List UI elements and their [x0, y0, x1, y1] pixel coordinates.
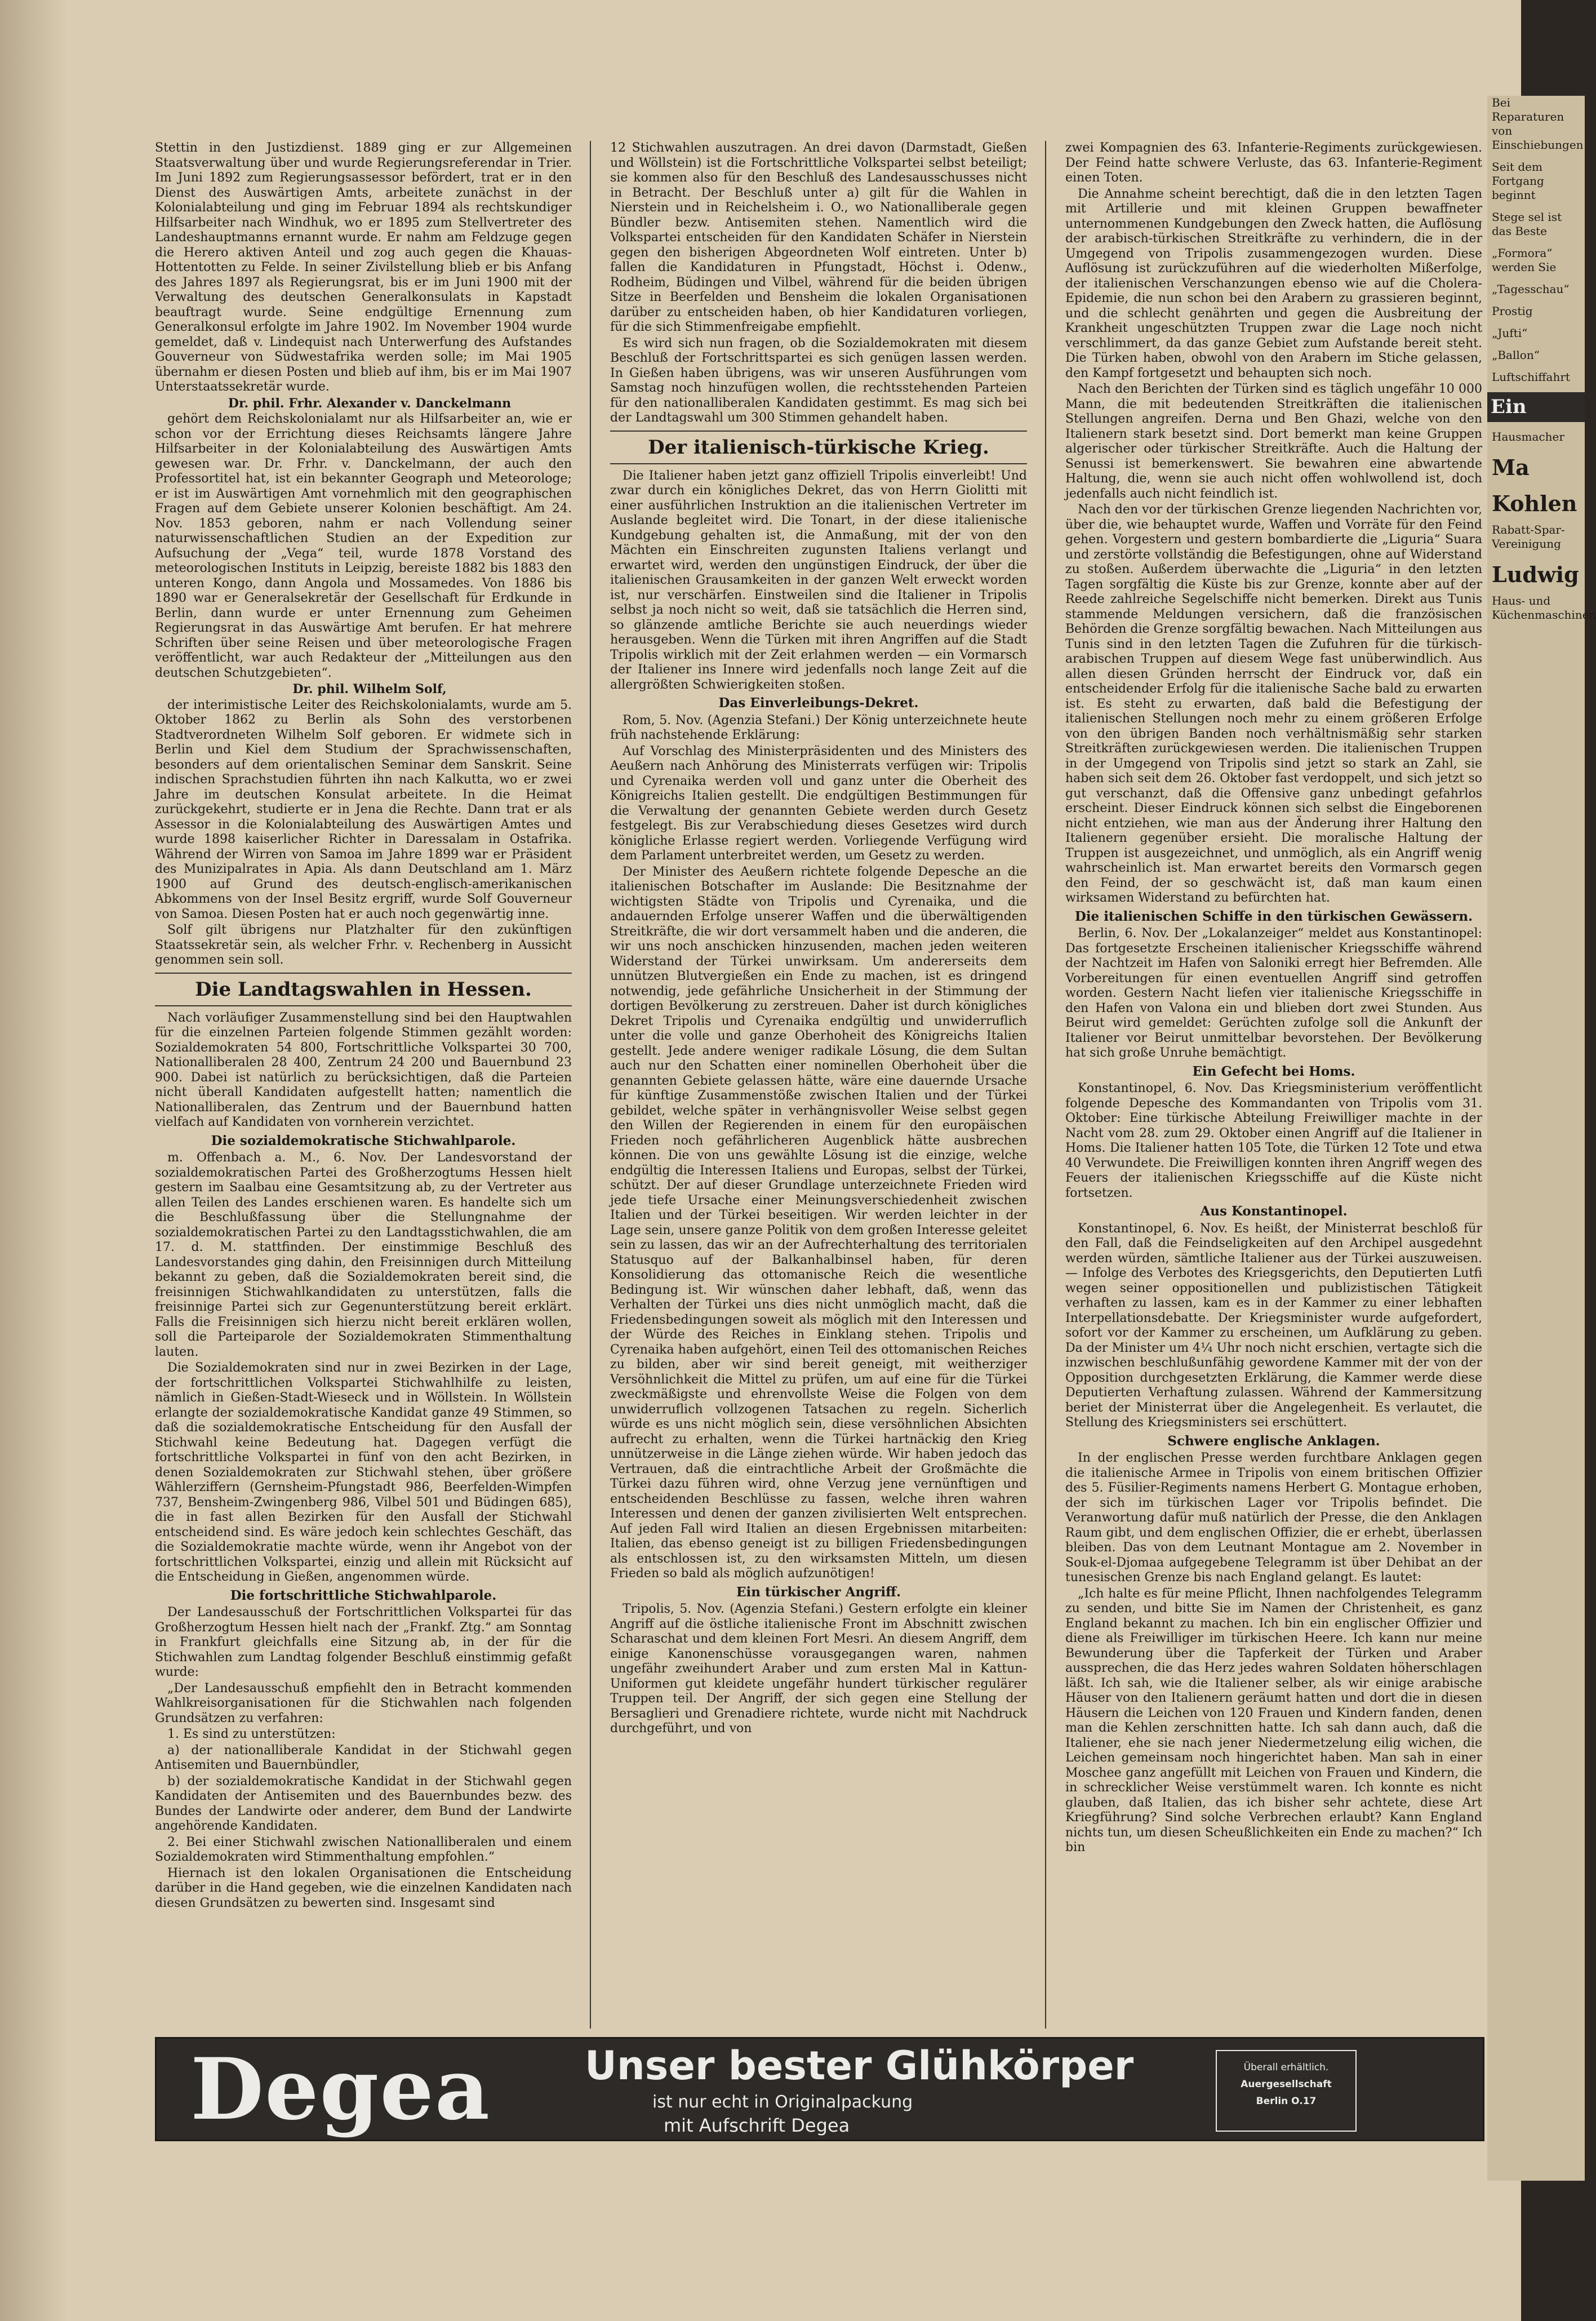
article-subheading: Die italienischen Schiffe in den türkischen Gewässern. [1074, 908, 1473, 924]
article-paragraph: a) der nationalliberale Kandidat in der Stichwahl gegen Antisemiten und Bauernbündler, [155, 1743, 572, 1772]
article-paragraph: b) der sozialdemokratische Kandidat in der Stichwahl gegen Kandidaten der Antisemiten und des Bauernbundes bezw. des Bundes der Landwirte oder anderer, dem Bund der Landwirte angehörende Kandidaten. [155, 1774, 572, 1833]
side-text: Prostig [1492, 304, 1533, 318]
article-paragraph: Hiernach ist den lokalen Organisationen die Entscheidung darüber in die Hand gegeben, wie die einzelnen Kandidaten nach diesen Grundsätzen zu bewerten sind. Insgesamt sind [155, 1866, 572, 1910]
article-paragraph: zwei Kompagnien des 63. Infanterie-Regiments zurückgewiesen. Der Feind hatte schwere Verluste, das 63. Infanterie-Regiment einen Toten. [1065, 141, 1482, 185]
article-paragraph: Nach den Berichten der Türken sind es täglich ungefähr 10 000 Mann, die mit bedeutenden Streitkräften die italienischen Stellungen angreifen. Derna und Ben Ghazi, welche von den Italienern stark besetzt sind. Dort bemerkt man keine Gruppen algerischer oder türkischer Streitkräfte. Auch die Haltung der Senussi ist bemerkenswert. Sie bewahren eine abwartende Haltung, die, wenn sie auch nicht offen wohlwollend ist, doch jedenfalls auch nicht feindlich ist. [1065, 382, 1482, 501]
ad-slogan: Unser bester Glühkörper [585, 2043, 1134, 2089]
column-rule [590, 141, 591, 2029]
side-text: Stege sel ist das Beste [1492, 210, 1562, 238]
ad-box-line: Auergesellschaft [1241, 2079, 1332, 2090]
article-paragraph: Konstantinopel, 6. Nov. Es heißt, der Ministerrat beschloß für den Fall, daß die Feindseligkeiten auf den Archipel ausgedehnt werden würden, sämtliche Italiener aus der Türkei auszuweisen. — Infolge des Verbotes des Kriegsgerichts, den Deputierten Lutfi wegen seiner oppositionellen und publizistischen Tätigkeit verhaften zu lassen, kam es in der Kammer zu einer lebhaften Interpellationsdebatte. Der Kriegsminister wurde aufgefordert, sofort vor der Kammer zu erscheinen, um Aufklärung zu geben. Da der Minister um 4¼ Uhr noch nicht erschien, vertagte sich die inzwischen beschlußunfähig gewordene Kammer mit der von der Opposition durchgesetzten Erklärung, die Kammer werde diese Deputierten Verhaftung zulassen. Während der Kammersitzung beriet der Ministerrat über die Angelegenheit. Es verlautet, die Stellung des Kriegsministers sei erschüttert. [1065, 1221, 1482, 1430]
article-paragraph: Die Italiener haben jetzt ganz offiziell Tripolis einverleibt! Und zwar durch ein königliches Dekret, das von Herrn Giolitti mit einer ausführlichen Instruktion an die italienischen Vertreter im Auslande begleitet wird. Die Tonart, in der diese italienische Kundgebung gehalten ist, die Anmaßung, mit der von den Mächten ein Einschreiten zugunsten Italiens verlangt und erwartet wird, werden den ungünstigen Eindruck, der über die italienischen Grausamkeiten in der ganzen Welt erweckt worden ist, nur verschärfen. Einstweilen sind die Italiener in Tripolis selbst ja noch nicht so weit, daß sie tatsächlich die Herren sind, so glänzende amtliche Berichte sie auch neuerdings wieder herausgeben. Wenn die Türken mit ihren Angriffen auf die Stadt Tripolis wirklich mit der Zeit erlahmen werden — ein Vormarsch der Italiener ins Innere wird jedenfalls noch lange Zeit auf die allergrößten Schwierigkeiten stoßen. [610, 468, 1027, 692]
side-text: Rabatt-Spar-Vereinigung [1492, 523, 1565, 551]
article-subheading: Die fortschrittliche Stichwahlparole. [230, 1587, 497, 1603]
article-paragraph: Rom, 5. Nov. (Agenzia Stefani.) Der König unterzeichnete heute früh nachstehende Erklärung: [610, 713, 1027, 742]
section-divider [155, 973, 572, 974]
article-paragraph: Der Minister des Aeußern richtete folgende Depesche an die italienischen Botschafter im Auslande: Die Besitznahme der wichtigsten Städte von Tripolis und Cyrenaika, und die andauernden Erfolge unserer Waffen und die überwältigenden Streitkräfte, die wir dort versammelt haben und die anderen, die wir uns noch anschicken hinzusenden, machen jeden weiteren Widerstand der Türkei unwirksam. Um andererseits dem unnützen Blutvergießen ein Ende zu machen, ist es dringend notwendig, jede gefährliche Unsicherheit in der Stimmung der dortigen Bevölkerung zu zerstreuen. Daher ist durch königliches Dekret Tripolis und Cyrenaika endgültig und unwiderruflich unter die volle und ganze Oberhoheit des Königreichs Italien gestellt. Jede andere weniger radikale Lösung, die dem Sultan auch nur den Schatten einer nominellen Oberhoheit über die genannten Gebiete gelassen hätte, wäre eine dauernde Ursache für künftige Zusammenstöße zwischen Italien und der Türkei gebildet, welche später in verhängnisvoller Weise selbst gegen den Willen der Regierenden in einem für den europäischen Frieden noch gefährlicheren Augenblick hätte ausbrechen können. Die von uns gewählte Lösung ist die einzige, welche endgültig die Interessen Italiens und Europas, selbst der Türkei, schützt. Der auf dieser Grundlage unterzeichnete Frieden wird jede tiefe Ursache einer Meinungsverschiedenheit zwischen Italien und der Türkei beseitigen. Wir werden leichter in der Lage sein, unsere ganze Politik von dem großen Interesse geleitet sein zu lassen, das wir an der Aufrechterhaltung des territorialen Statusquo auf der Balkanhalbinsel haben, für deren Konsolidierung das ottomanische Reich die wesentliche Bedingung ist. Wir wünschen daher lebhaft, daß, wenn das Verhalten der Türkei uns dies nicht unmöglich macht, daß die Friedensbedingungen soweit als möglich mit den Interessen und der Würde des Reiches in Einklang stehen. Tripolis und Cyrenaika haben aufgehört, einen Teil des ottomanischen Reiches zu bilden, aber wir sind bereit geneigt, mit weitherziger Versöhnlichkeit die Mittel zu prüfen, um auf eine für die Türkei zweckmäßigste und ehrenvollste Weise die Folgen von dem unwiderruflich vollzogenen Tatsachen zu regeln. Sicherlich würde es uns nicht möglich sein, diese versöhnlichen Absichten aufrecht zu erhalten, wenn die Türkei hartnäckig den Krieg unnützerweise in die Länge ziehen würde. Wir haben jedoch das Vertrauen, daß die eintrachtliche Arbeit der Großmächte die Türkei dazu führen wird, ohne Verzug jene vernünftigen und entscheidenden Beschlüsse zu fassen, welche ihren wahren Interessen und denen der ganzen zivilisierten Welt entsprechen. Auf jeden Fall wird Italien an diesen Ergebnissen mitarbeiten: Italien, das ebenso geneigt ist zu billigen Friedensbedingungen als entschlossen ist, zu den wirksamsten Mitteln, um diesen Frieden so bald als möglich aufzunötigen! [610, 864, 1027, 1581]
side-text: Luftschiffahrt [1492, 370, 1570, 384]
article-paragraph: Tripolis, 5. Nov. (Agenzia Stefani.) Gestern erfolgte ein kleiner Angriff auf die östliche italienische Front im Abschnitt zwischen Scharaschat und dem kleinen Fort Mesri. An diesem Angriff, dem einige Kanonenschüsse vorausgegangen waren, nahmen ungefähr zweihundert Araber und zum ersten Mal in Kattun-Uniformen gut kleidete ungefähr hundert türkischer regulärer Truppen teil. Der Angriff, der sich gegen eine Stellung der Bersaglieri und Grenadiere richtete, wurde nicht mit Nachdruck durchgeführt, und von [610, 1602, 1027, 1736]
section-divider [610, 431, 1027, 432]
section-divider [610, 463, 1027, 464]
side-ad-big: Kohlen [1492, 491, 1577, 516]
ad-tagline: ist nur echt in Originalpackung [652, 2092, 913, 2112]
article-paragraph: Es wird sich nun fragen, ob die Sozialdemokraten mit diesem Beschluß der Fortschrittspartei es sich genügen lassen werden. In Gießen haben übrigens, was wir unseren Ausführungen vom Samstag noch hinzufügen wollen, die rechtsstehenden Parteien für den nationalliberalen Kandidaten gestimmt. Es mag sich bei der Landtagswahl um 300 Stimmen gehandelt haben. [610, 336, 1027, 425]
side-text: „Tagesschau“ [1492, 282, 1570, 296]
article-subheading: Die sozialdemokratische Stichwahlparole. [211, 1133, 516, 1148]
section-divider [155, 1005, 572, 1006]
person-heading: Dr. phil. Frhr. Alexander v. Danckelmann [228, 396, 512, 411]
side-text: Bei Reparaturen von Einschiebungen [1492, 96, 1584, 152]
column-3 [1065, 141, 1482, 2029]
person-heading: Dr. phil. Wilhelm Solf, [292, 682, 447, 696]
article-subheading: Das Einverleibungs-Dekret. [718, 695, 919, 711]
article-paragraph: der interimistische Leiter des Reichskolonialamts, wurde am 5. Oktober 1862 zu Berlin als Sohn des verstorbenen Stadtverordneten Wilhelm Solf geboren. Er widmete sich in Berlin und Kiel dem Studium der Sprachwissenschaften, besonders auf dem orientalischen Seminar dem Sanskrit. Seine indischen Sprachstudien führten ihn nach Kalkutta, wo er zwei Jahre im deutschen Konsulat arbeitete. In die Heimat zurückgekehrt, studierte er in Jena die Rechte. Dann trat er als Assessor in die Kolonialabteilung des Auswärtigen Amtes und wurde 1898 kaiserlicher Richter in Daressalam in Ostafrika. Während der Wirren von Samoa im Jahre 1899 war er Präsident des Munizipalrates in Apia. Als dann Deutschland am 1. März 1900 auf Grund des deutsch-englisch-amerikanischen Abkommens von der Insel Besitz ergriff, wurde Solf Gouverneur von Samoa. Diesen Posten hat er auch noch gegenwärtig inne. [155, 698, 572, 921]
article-paragraph: Nach den vor der türkischen Grenze liegenden Nachrichten vor, über die, wie behauptet wurde, Waffen und Vorräte für den Feind gehen. Vorgestern und gestern bombardierte die „Liguria“ Suara und zerstörte vollständig die Befestigungen, ohne auf Widerstand zu stoßen. Außerdem überwachte die „Liguria“ in den letzten Tagen sorgfältig die Küste bis zur Grenze, konnte aber auf der Reede zahlreiche Segelschiffe nicht bemerken. Direkt aus Tunis stammende Meldungen versichern, daß die französischen Behörden die Grenze sorgfältig bewachen. Nach Mitteilungen aus Tunis sind in den letzten Tagen die Zufuhren für die türkisch-arabischen Truppen auf diesem Wege fast unüberwindlich. Aus allen diesen Gründen herrscht der Eindruck vor, daß ein entscheidender Erfolg für die italienische Sache bald zu erwarten ist. Es steht zu erwarten, daß bald die Befestigung der italienischen Stellungen noch mehr zu einem größeren Erfolge von den übrigen Banden noch verhältnismäßig sehr starken Streitkräften zurückgewiesen werden. Die italienischen Truppen in der Umgegend von Tripolis sind jetzt so stark an Zahl, sie haben sich seit dem 26. Oktober fast verdoppelt, und sich jetzt so gut verschanzt, daß die Offensive ganz unbedingt gefahrlos erscheint. Dieser Eindruck können sich selbst die Eingeborenen nicht entziehen, wie man aus der Änderung ihrer Haltung den Italienern gegenüber ersieht. Die moralische Haltung der Truppen ist ausgezeichnet, und unmöglich, als ein Angriff wenig wahrscheinlich ist. Man erwartet bereits den Vormarsch gegen den Feind, der so geschwächt ist, daß man kaum einen wirksamen Widerstand zu befürchten hat. [1065, 503, 1482, 905]
article-paragraph: 2. Bei einer Stichwahl zwischen Nationalliberalen und einem Sozialdemokraten wird Stimmenthaltung empfohlen.“ [155, 1835, 572, 1864]
side-text: Haus- und Küchenmaschinen [1492, 594, 1596, 622]
article-subheading: Ein türkischer Angriff. [736, 1584, 901, 1600]
article-paragraph: Solf gilt übrigens nur Platzhalter für den zukünftigen Staatssekretär sein, als welcher Frhr. v. Rechenberg in Aussicht genommen sein soll. [155, 923, 572, 967]
article-headline: Die Landtagswahlen in Hessen. [195, 978, 532, 1001]
adjacent-page-strip [1487, 96, 1596, 2181]
article-subheading: Schwere englische Anklagen. [1167, 1433, 1380, 1449]
article-subheading: Ein Gefecht bei Homs. [1192, 1063, 1355, 1079]
article-paragraph: gehört dem Reichskolonialamt nur als Hilfsarbeiter an, wie er schon vor der Errichtung dieses Reichsamts längere Jahre Hilfsarbeiter in der Kolonialabteilung des Auswärtigen Amts gewesen war. Dr. Frhr. v. Danckelmann, der auch den Professortitel hat, ist ein bekannter Geograph und Meteorologe; er ist im Auswärtigen Amt vornehmlich mit den geographischen Fragen auf dem Gebiete unserer Kolonien beschäftigt. Am 24. Nov. 1853 geboren, nahm er nach Vollendung seiner naturwissenschaftlichen Studien an der Expedition zur Aufsuchung der „Vega“ teil, wurde 1878 Vorstand des meteorologischen Instituts in Leipzig, bereiste 1882 bis 1883 den unteren Kongo, dann Angola und Mossamedes. Von 1886 bis 1890 war er Generalsekretär der Gesellschaft für Erdkunde in Berlin, dann wurde er unter Ernennung zum Geheimen Regierungsrat in das Auswärtige Amt berufen. Er hat mehrere Schriften über seine Reisen und über meteorologische Fragen veröffentlicht, war auch Redakteur der „Mitteilungen aus den deutschen Schutzgebieten“. [155, 412, 572, 680]
article-paragraph: Berlin, 6. Nov. Der „Lokalanzeiger“ meldet aus Konstantinopel: Das fortgesetzte Erscheinen italienischer Kriegsschiffe während der Nachtzeit im Hafen von Saloniki erregt hier Befremden. Alle Vorbereitungen für einen eventuellen Angriff sind getroffen worden. Gestern Nacht liefen vier italienische Kriegsschiffe in den Hafen von Valona ein und blieben dort zwei Stunden. Aus Beirut wird gemeldet: Gerüchten zufolge soll die Ankunft der Italiener vor Beirut unmittelbar bevorstehen. Der Bevölkerung hat sich große Unruhe bemächtigt. [1065, 926, 1482, 1060]
article-paragraph: „Der Landesausschuß empfiehlt den in Betracht kommenden Wahlkreisorganisationen für die Stichwahlen nach folgenden Grundsätzen zu verfahren: [155, 1681, 572, 1725]
article-paragraph: Die Annahme scheint berechtigt, daß die in den letzten Tagen mit Artillerie und mit kleinen Gruppen bewaffneter unternommenen Kundgebungen den Zweck hatten, die Auflösung der arabisch-türkischen Streitkräfte zu verhindern, die in der Umgegend von Tripolis zusammengezogen wurden. Diese Auflösung ist zurückzuführen auf die wiederholten Mißerfolge, der italienischen Verschanzungen ebenso wie auf die Cholera-Epidemie, die nun schon bei den Arabern zu grassieren beginnt, und die schlecht genährten und gegen die Ausbreitung der Krankheit ungeschützten Truppen zwar die Lage noch nicht verschlimmert, da das ganze Gebiet zum Aufstande bereit steht. Die Türken haben, obwohl von den Arabern im Stiche gelassen, den Kampf fortgesetzt und behaupten sich noch. [1065, 187, 1482, 380]
side-ad-dark: Ein [1487, 392, 1585, 422]
article-paragraph: Die Sozialdemokraten sind nur in zwei Bezirken in der Lage, der fortschrittlichen Volkspartei Stichwahlhilfe zu leisten, nämlich in Gießen-Stadt-Wieseck und in Wöllstein. In Wöllstein erlangte der sozialdemokratische Kandidat ganze 49 Stimmen, so daß die sozialdemokratische Entscheidung für den Ausfall der Stichwahl keine Bedeutung hat. Dagegen verfügt die fortschrittliche Volkspartei in fünf von den acht Bezirken, in denen Sozialdemokraten zur Stichwahl stehen, über größere Wählerziffern (Gernsheim-Pfungstadt 986, Beerfelden-Wimpfen 737, Bensheim-Zwingenberg 986, Vilbel 501 und Büdingen 685), die in fast allen Bezirken für den Ausfall der Stichwahl entscheidend sind. Es wäre jedoch kein schlechtes Geschäft, das die Sozialdemokratie machte würde, wenn ihr Angebot von der fortschrittlichen Volkspartei, einzig und allein mit Rücksicht auf die Entscheidung in Gießen, angenommen würde. [155, 1361, 572, 1584]
article-paragraph: „Ich halte es für meine Pflicht, Ihnen nachfolgendes Telegramm zu senden, und bitte Sie im Namen der Christenheit, es ganz England bekannt zu machen. Ich bin ein englischer Offizier und diene als Freiwilliger im türkischen Heere. Ich kann nur meine Bewunderung über die Tapferkeit der Türken und Araber aussprechen, die das Herz jedes wahren Soldaten höherschlagen läßt. Ich sah, wie die Italiener selber, als wir einige arabische Häuser von den Italienern geräumt hatten und dort die in diesen Häusern die Leichen von 120 Frauen und Kindern fanden, denen man die Kehlen zerschnitten hatte. Ich sah dann auch, daß die Italiener, ehe sie nach jener Niedermetzelung eilig wichen, die Leichen gemeinsam noch hingerichtet haben. Man sah in einer Moschee ganz angefüllt mit Leichen von Frauen und Kindern, die in schrecklicher Weise verstümmelt waren. Ich konnte es nicht glauben, daß Italien, das ich bisher sehr achtete, diese Art Kriegführung? Sind solche Verbrechen erlaubt? Kann England nichts tun, um diesen Scheußlichkeiten ein Ende zu machen?“ Ich bin [1065, 1586, 1482, 1854]
article-paragraph: 12 Stichwahlen auszutragen. An drei davon (Darmstadt, Gießen und Wöllstein) ist die Fortschrittliche Volkspartei selbst beteiligt; sie kommen also für den Beschluß des Landesausschusses nicht in Betracht. Der Beschluß unter a) gilt für die Wahlen in Nierstein und in Reichelsheim i. O., wo Nationalliberale gegen Bündler bezw. Antisemiten stehen. Namentlich wird die Volkspartei entscheiden für den Kandidaten Schäfer in Nierstein gegen den bisherigen Abgeordneten Wolf eintreten. Unter b) fallen die Kandidaturen in Pfungstadt, Höchst i. Odenw., Rodheim, Büdingen und Vilbel, während für die beiden übrigen Sitze in Beerfelden und Bensheim die lokalen Organisationen darüber zu entscheiden haben, ob hier Kandidaturen vorliegen, für die sich Stimmenfreigabe empfiehlt. [610, 141, 1027, 334]
article-paragraph: Auf Vorschlag des Ministerpräsidenten und des Ministers des Aeußern nach Anhörung des Ministerrats verfügen wir: Tripolis und Cyrenaika werden voll und ganz unter die Oberheit des Königreichs Italien gestellt. Die endgültigen Bestimmungen für die Verwaltung der genannten Gebiete werden durch Gesetz festgelegt. Bis zur Verabschiedung dieses Gesetzes wird durch königliche Erlasse regiert werden. Vorliegende Verfügung wird dem Parlament unterbreitet werden, um Gesetz zu werden. [610, 744, 1027, 863]
ad-brand-name: Degea [190, 2040, 491, 2139]
article-paragraph: Der Landesausschuß der Fortschrittlichen Volkspartei für das Großherzogtum Hessen hielt nach der „Frankf. Ztg.“ am Sonntag in Frankfurt gleichfalls eine Sitzung ab, in der für die Stichwahlen zum Landtag folgender Beschluß einstimmig gefaßt wurde: [155, 1605, 572, 1679]
side-text: „Formora“ werden Sie [1492, 246, 1557, 274]
article-paragraph: In der englischen Presse werden furchtbare Anklagen gegen die italienische Armee in Tripolis von einem britischen Offizier des 5. Füsilier-Regiments namens Herbert G. Montague erhoben, der sich im türkischen Lager vor Tripolis befindet. Die Veranwortung dafür muß natürlich der Presse, die den Anklagen Raum gibt, und dem englischen Offizier, die er erhebt, überlassen bleiben. Das von dem Leutnant Montague am 2. November in Souk-el-Djomaa aufgegebene Telegramm ist über Dehibat an der tunesischen Grenze bis nach England gelangt. Es lautet: [1065, 1451, 1482, 1585]
article-paragraph: Nach vorläufiger Zusammenstellung sind bei den Hauptwahlen für die einzelnen Parteien folgende Stimmen gezählt worden: Sozialdemokraten 54 800, Fortschrittliche Volkspartei 30 700, Nationalliberalen 28 400, Zentrum 24 200 und Bauernbund 23 900. Dabei ist natürlich zu berücksichtigen, daß die Parteien nicht überall Kandidaten aufgestellt hatten; namentlich die Nationalliberalen, das Zentrum und der Bauernbund hatten vielfach auf Kandidaten von vornherein verzichtet. [155, 1010, 572, 1129]
side-ad-big: Ludwig [1492, 562, 1579, 587]
side-text: Seit dem Fortgang beginnt [1492, 160, 1544, 202]
column-rule [1045, 141, 1046, 2029]
article-paragraph: Stettin in den Justizdienst. 1889 ging er zur Allgemeinen Staatsverwaltung über und wurde Regierungsreferendar in Trier. Im Juni 1892 zum Regierungsassessor befördert, trat er in den Dienst des Auswärtigen Amts, arbeitete zunächst in der Kolonialabteilung und ging im Februar 1894 als rechtskundiger Hilfsarbeiter nach Windhuk, wo er 1895 zum Stellvertreter des Landeshauptmanns ernannt wurde. Er nahm am Feldzuge gegen die Herero aktiven Anteil und zog auch gegen die Khauas-Hottentotten zu Felde. In seiner Zivilstellung blieb er bis Anfang des Jahres 1897 als Regierungsrat, bis er im Juni 1900 mit der Verwaltung des deutschen Generalkonsulats in Kapstadt beauftragt wurde. Seine endgültige Ernennung zum Generalkonsul erfolgte im Jahre 1902. Im November 1904 wurde gemeldet, daß v. Lindequist nach Unterwerfung des Aufstandes Gouverneur von Südwestafrika werden solle; im Mai 1905 übernahm er diesen Posten und blieb auf ihm, bis er im Mai 1907 Unterstaatssekretär wurde. [155, 141, 572, 394]
side-text: „Jufti“ [1492, 326, 1528, 340]
page-content [155, 141, 1484, 2141]
ad-box-line: Überall erhältlich. [1243, 2062, 1329, 2073]
article-paragraph: Konstantinopel, 6. Nov. Das Kriegsministerium veröffentlicht folgende Depesche des Kommandanten von Tripolis vom 31. Oktober: Eine türkische Abteilung Freiwilliger machte in der Nacht vom 28. zum 29. Oktober einen Angriff auf die Italiener in Homs. Die Italiener hatten 105 Tote, die Türken 12 Tote und etwa 40 Verwundete. Die Freiwilligen konnten ihren Angriff wegen des Feuers der italienischen Kriegsschiffe auf die Küste nicht fortsetzen. [1065, 1081, 1482, 1200]
side-ad-big: Ma [1492, 455, 1530, 480]
degea-advertisement [155, 2037, 1484, 2141]
side-text: Hausmacher [1492, 430, 1564, 443]
article-paragraph: m. Offenbach a. M., 6. Nov. Der Landesvorstand der sozialdemokratischen Partei des Großherzogtums Hessen hielt gestern im Saalbau eine Gesamtsitzung ab, zu der Vertreter aus allen Teilen des Landes erschienen waren. Es handelte sich um die Beschlußfassung über die Stellungnahme der sozialdemokratischen Partei zu den Landtagsstichwahlen, die am 17. d. M. stattfinden. Der einstimmige Beschluß des Landesvorstandes ging dahin, den Freisinnigen durch Mitteilung bekannt zu geben, daß die Sozialdemokraten bereit sind, die freisinnigen Stichwahlkandidaten zu unterstützen, falls die freisinnige Partei sich zur Gegenunterstützung bereit erklärt. Falls die Freisinnigen sich hierzu nicht bereit erklären wollen, soll die Parteiparole der Sozialdemokraten Stimmenthaltung lauten. [155, 1151, 572, 1359]
ad-box-line: Berlin O.17 [1256, 2096, 1317, 2107]
column-1 [155, 141, 572, 2029]
side-text: „Ballon“ [1492, 348, 1540, 362]
article-headline: Der italienisch-türkische Krieg. [648, 436, 989, 459]
ad-tagline: mit Aufschrift Degea [664, 2115, 850, 2136]
column-2 [610, 141, 1027, 2029]
article-subheading: Aus Konstantinopel. [1200, 1204, 1348, 1219]
article-paragraph: 1. Es sind zu unterstützen: [167, 1727, 336, 1741]
ad-address-box [1216, 2050, 1357, 2132]
